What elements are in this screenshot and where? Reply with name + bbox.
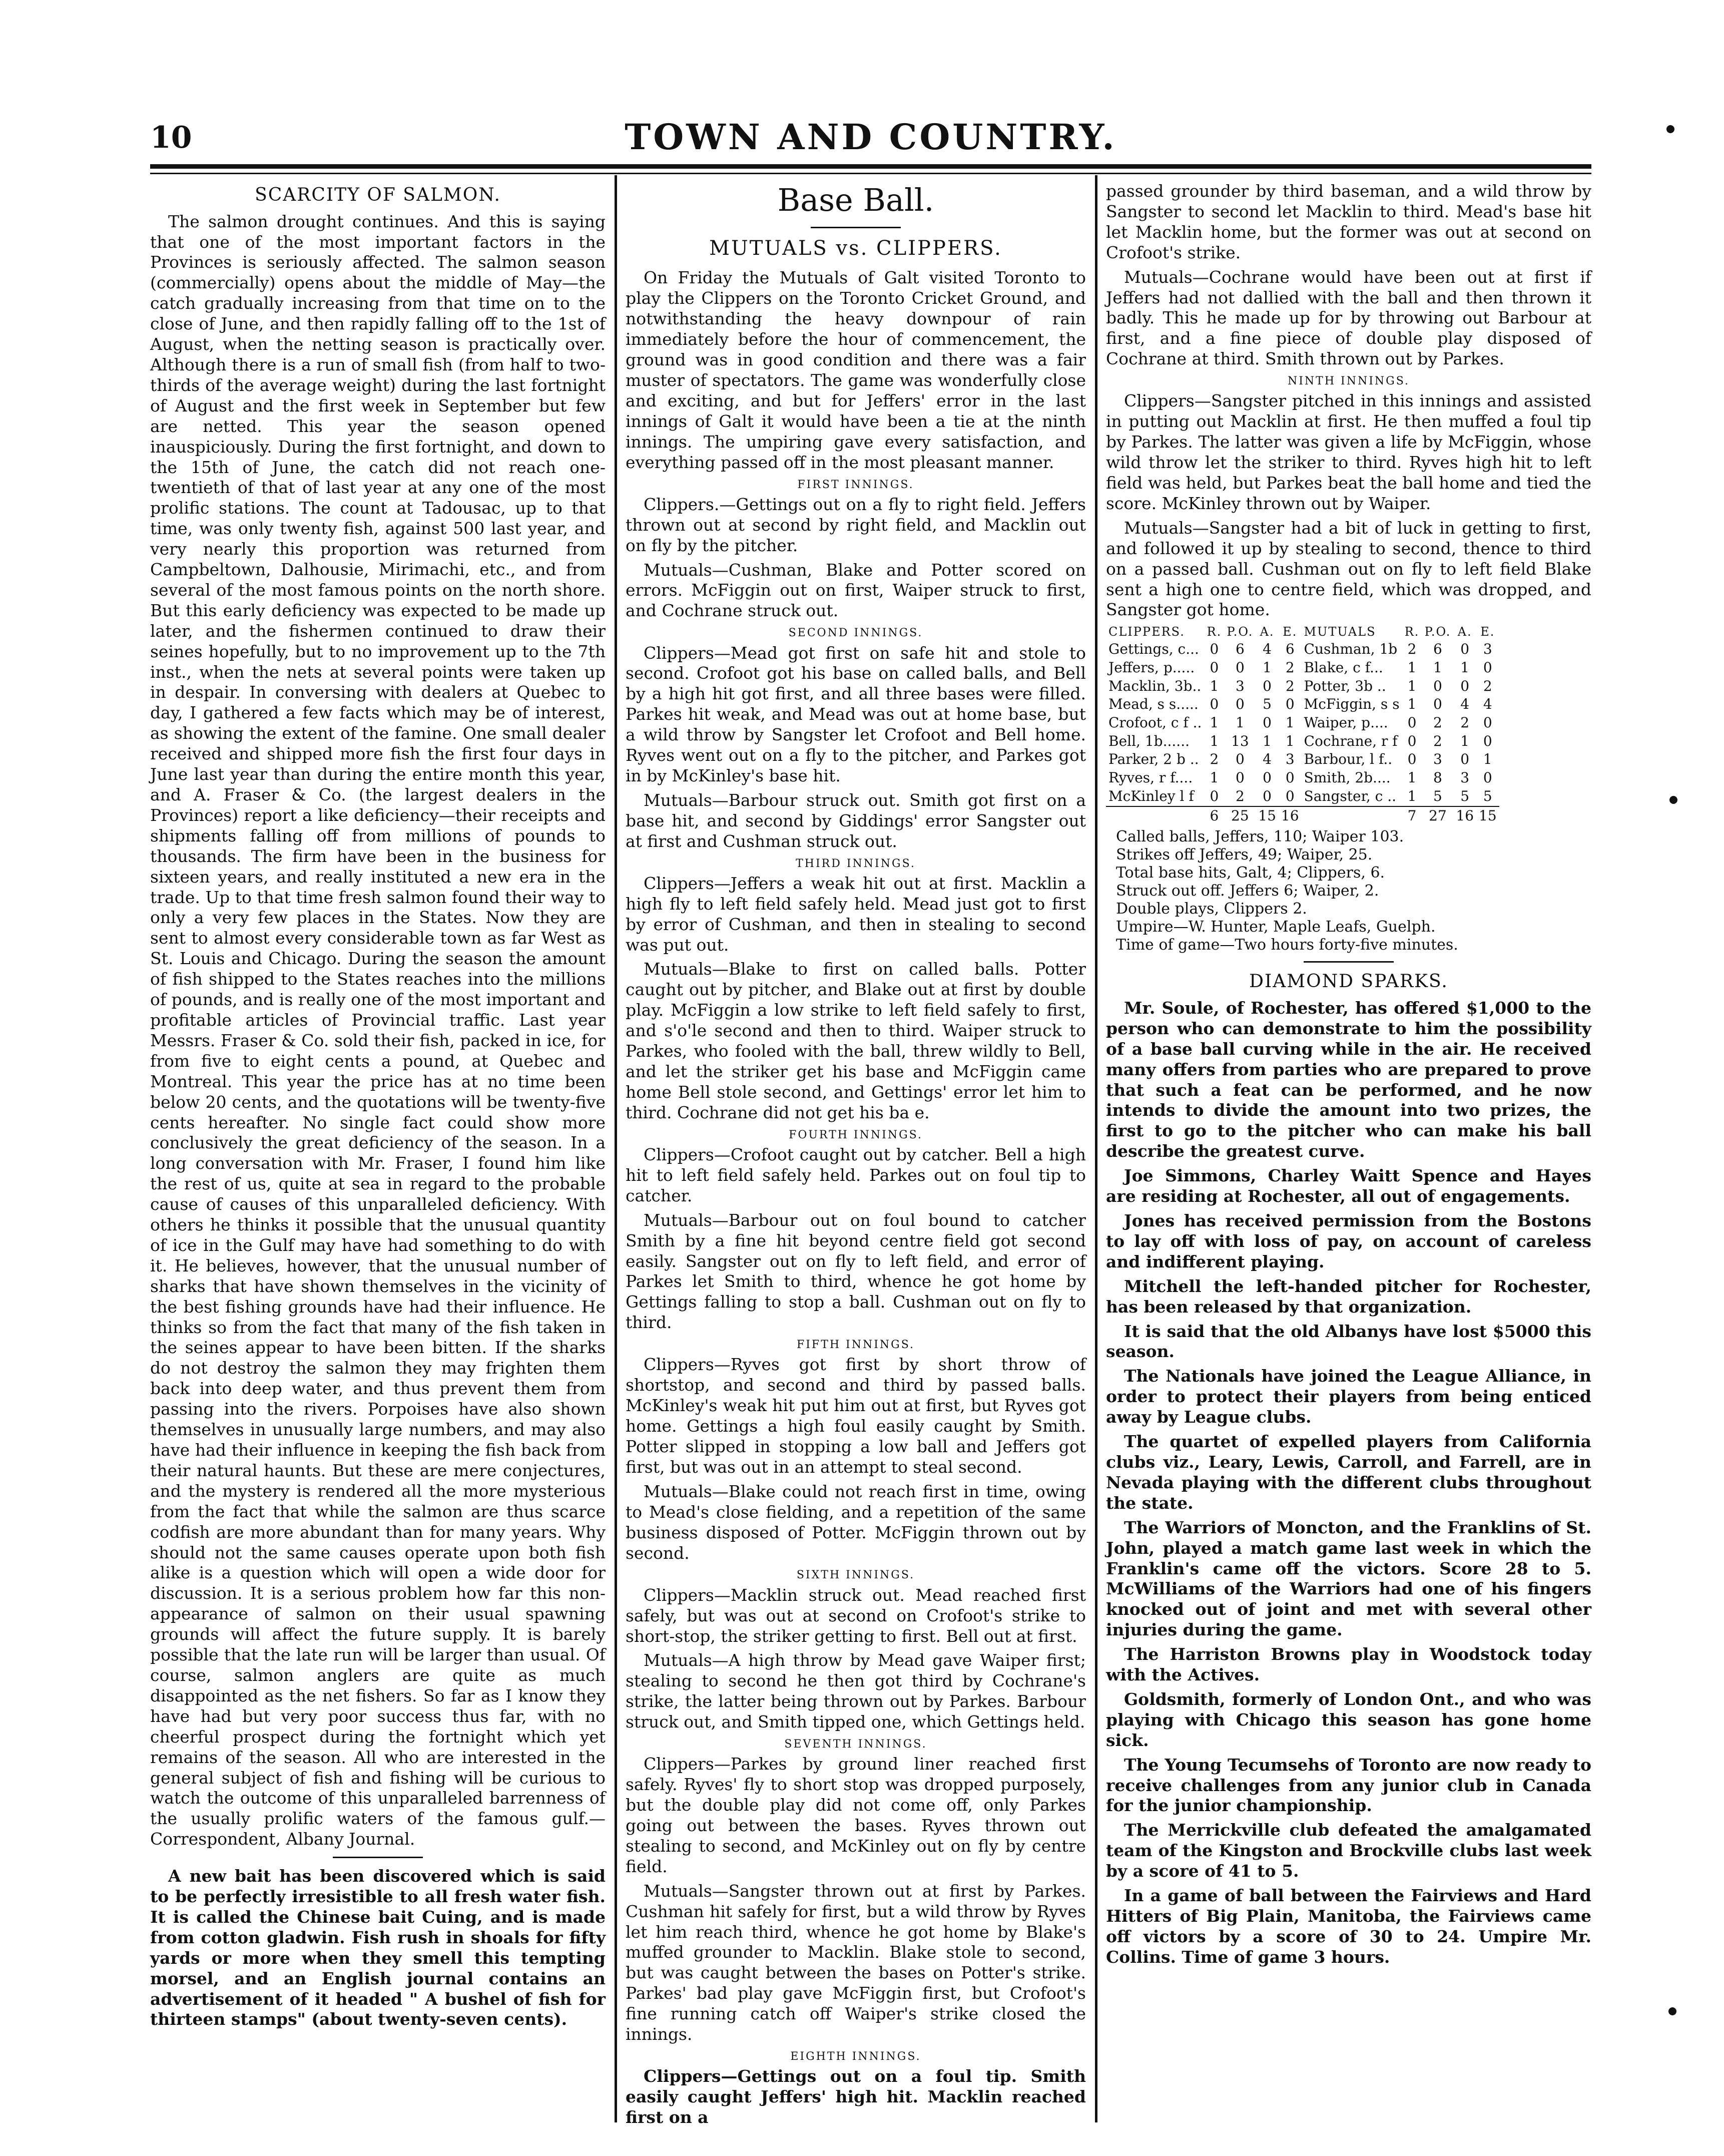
section-title-baseball: Base Ball. (777, 182, 934, 218)
innings-label: FIRST INNINGS. (797, 478, 914, 491)
stat-value: 0 (1483, 714, 1492, 731)
innings-paragraph: Mutuals—A high throw by Mead gave Waiper first; stealing to second he then got third by Cochrane's strike, the latter being thrown out by Parkes. Barbour struck out, and Smith tipped one, which Gettings held. (626, 1650, 1086, 1732)
stat-value: 1 (1263, 732, 1272, 749)
stat-value: 0 (1285, 787, 1295, 804)
innings-paragraph: Clippers—Crofoot caught out by catcher. Bell a high hit to left field safely held. Parkes out on foul tip to catcher. (626, 1144, 1086, 1205)
player-name: Sangster, c .. (1304, 787, 1397, 804)
player-name: Jeffers, p..... (1108, 659, 1195, 676)
stat-value: 0 (1460, 677, 1470, 694)
diamond-sparks-list (1106, 998, 1591, 1968)
article-heading-salmon: SCARCITY OF SALMON. (255, 185, 501, 205)
spark-item: Joe Simmons, Charley Waitt Spence and Hayes are residing at Rochester, all out of engagements. (1106, 1166, 1591, 1206)
stat-value: 6 (1235, 641, 1245, 658)
player-name: McKinley l f (1108, 787, 1194, 804)
player-name: Smith, 2b.... (1304, 769, 1391, 786)
column-baseball (626, 181, 1086, 2127)
col-runs: R. (1404, 625, 1420, 639)
summary-line: Double plays, Clippers 2. (1116, 900, 1307, 918)
bait-article-body: A new bait has been discovered which is said to be perfectly irresistible to all fresh water fish. It is called the Chinese bait Cuing, and is made from cotton gladwin. Fish rush in shoals for fifty yards or more when they smell this tempting morsel, and an English journal contains an advertisement of it headed " A bushel of fish for thirteen stamps" (about twenty-seven cents). (150, 1866, 606, 2029)
stat-value: 2 (1433, 714, 1442, 731)
innings-paragraph: Clippers—Sangster pitched in this innings and assisted in putting out Macklin at first. He then muffed a foul tip by Parkes. The latter was given a life by McFiggin, whose wild throw let the striker to third. Ryves high hit to left field was held, but Parkes beat the ball home and tied the score. McKinley thrown out by Waiper. (1106, 391, 1591, 513)
masthead-title: TOWN AND COUNTRY. (625, 116, 1117, 158)
article-separator (1304, 961, 1394, 963)
box-score-row (1106, 732, 1499, 751)
total-value: 15 (1256, 806, 1279, 825)
stat-value: 4 (1263, 641, 1272, 658)
stat-value: 4 (1263, 751, 1272, 768)
box-score-row (1106, 659, 1499, 677)
innings-paragraph: Clippers—Jeffers a weak hit out at first. Macklin a high fly to left field safely held. Mead just got to first by error of Cushman, and then in stealing to second was put out. (626, 873, 1086, 955)
stat-value: 2 (1235, 787, 1245, 804)
stat-value: 0 (1235, 659, 1245, 676)
stat-value: 4 (1483, 696, 1492, 713)
clippers-label: CLIPPERS. (1108, 625, 1185, 639)
innings-label: SIXTH INNINGS. (796, 1569, 915, 1582)
article-separator (333, 1857, 423, 1858)
box-score-header-row (1106, 624, 1499, 640)
stat-value: 1 (1460, 732, 1470, 749)
box-score-table (1106, 624, 1499, 825)
stat-value: 3 (1235, 677, 1245, 694)
innings-paragraph: Clippers—Macklin struck out. Mead reached first safely, but was out at second on Crofoot's strike to short-stop, the striker getting to first. Bell out at first. (626, 1585, 1086, 1646)
box-score-totals-row (1106, 806, 1499, 825)
stat-value: 0 (1285, 769, 1295, 786)
stat-value: 5 (1433, 787, 1442, 804)
stat-value: 1 (1285, 732, 1295, 749)
stat-value: 0 (1235, 696, 1245, 713)
stat-value: 6 (1285, 641, 1295, 658)
innings-list (626, 478, 1086, 2128)
stat-value: 1 (1483, 751, 1492, 768)
masthead-thick-rule (150, 164, 1591, 169)
innings-paragraph: Mutuals—Barbour out on foul bound to catcher Smith by a fine hit beyond centre field got second easily. Sangster out on fly to left field, and error of Parkes let Smith to third, whence he got home by Gettings falling to stop a ball. Cushman out on fly to third. (626, 1210, 1086, 1333)
box-score-row (1106, 750, 1499, 769)
total-value: 27 (1422, 806, 1454, 825)
col-putouts: P.O. (1227, 625, 1254, 639)
player-name: Gettings, c... (1108, 641, 1199, 658)
stat-value: 1 (1210, 769, 1219, 786)
game-heading: MUTUALS vs. CLIPPERS. (709, 236, 1002, 260)
stat-value: 1 (1407, 696, 1417, 713)
article-heading-diamond-sparks: DIAMOND SPARKS. (1249, 971, 1448, 992)
stat-value: 2 (1210, 751, 1219, 768)
innings-paragraph: Mutuals—Blake could not reach first in time, owing to Mead's close fielding, and a repetition of the same business disposed of Potter. McFiggin thrown out by second. (626, 1481, 1086, 1563)
stat-value: 0 (1263, 787, 1272, 804)
box-score-summary (1106, 828, 1591, 954)
summary-line: Called balls, Jeffers, 110; Waiper 103. (1116, 828, 1404, 846)
continued-paragraph: passed grounder by third baseman, and a wild throw by Sangster to second let Macklin to third. Mead's base hit let Macklin home, but the former was out at second on Crofoot's strike. (1106, 181, 1591, 262)
stat-value: 0 (1407, 751, 1417, 768)
column-divider-right (1095, 175, 1097, 2122)
innings-label: SEVENTH INNINGS. (784, 1738, 927, 1751)
innings-paragraph: Clippers—Mead got first on safe hit and stole to second. Crofoot got his base on called balls, and Bell by a high hit got first, and all three bases were filled. Parkes hit weak, and Mead was out at home base, but a wild throw by Sangster let Crofoot and Bell home. Ryves went out on a fly to the pitcher, and Parkes got in by McKinley's base hit. (626, 643, 1086, 785)
innings-label: FOURTH INNINGS. (789, 1128, 923, 1141)
player-name: Blake, c f... (1304, 659, 1383, 676)
box-score-row (1106, 677, 1499, 696)
box-score-row (1106, 787, 1499, 806)
stat-value: 0 (1285, 696, 1295, 713)
stat-value: 0 (1483, 732, 1492, 749)
stat-value: 0 (1235, 769, 1245, 786)
stat-value: 2 (1407, 641, 1417, 658)
stat-value: 0 (1210, 787, 1219, 804)
stat-value: 2 (1483, 677, 1492, 694)
stat-value: 1 (1210, 677, 1219, 694)
stat-value: 0 (1483, 769, 1492, 786)
innings-label: THIRD INNINGS. (796, 857, 916, 870)
col-assists: A. (1457, 625, 1472, 639)
stat-value: 1 (1210, 714, 1219, 731)
stat-value: 2 (1285, 659, 1295, 676)
totals-spacer (1302, 806, 1402, 825)
total-value: 16 (1279, 806, 1302, 825)
innings-label: SECOND INNINGS. (788, 627, 923, 640)
stat-value: 0 (1460, 751, 1470, 768)
innings-paragraph: Mutuals—Cushman, Blake and Potter scored on errors. McFiggin out on first, Waiper struck to first, and Cochrane struck out. (626, 560, 1086, 621)
spark-item: Goldsmith, formerly of London Ont., and who was playing with Chicago this season has gone home sick. (1106, 1689, 1591, 1750)
col-assists: A. (1260, 625, 1275, 639)
innings-paragraph: Mutuals—Sangster thrown out at first by Parkes. Cushman hit safely for first, but a wild throw by Ryves let him reach third, whence he got home by Blake's muffed grounder to Macklin. Blake stole to second, but was caught between the bases on Potter's strike. Parkes' bad play gave McFiggin first, but Crofoot's fine running catch off Waiper's strike closed the innings. (626, 1881, 1086, 2044)
summary-line: Struck out off. Jeffers 6; Waiper, 2. (1116, 882, 1379, 900)
summary-line: Time of game—Two hours forty-five minutes. (1116, 936, 1458, 954)
margin-dot (1666, 125, 1674, 133)
page-number: 10 (150, 120, 192, 155)
col-errors: E. (1480, 625, 1495, 639)
stat-value: 0 (1210, 696, 1219, 713)
total-value: 25 (1224, 806, 1256, 825)
column-salmon (150, 181, 606, 2113)
player-name: Macklin, 3b.. (1108, 677, 1202, 694)
stat-value: 0 (1433, 677, 1442, 694)
stat-value: 1 (1407, 659, 1417, 676)
innings-paragraph: Clippers.—Gettings out on a fly to right field. Jeffers thrown out at second by right field, and Macklin out on fly by the pitcher. (626, 494, 1086, 555)
innings-paragraph: Mutuals—Blake to first on called balls. Potter caught out by pitcher, and Blake out at first by double play. McFiggin a low strike to left field safely to first, and s'o'le second and then to third. Waiper struck to Parkes, who fooled with the ball, threw wildly to Bell, and let the striker get his base and McFiggin came home Bell stole second, and Gettings' error let him to third. Cochrane did not get his ba e. (626, 959, 1086, 1122)
innings-paragraph: Mutuals—Barbour struck out. Smith got first on a base hit, and second by Giddings' error Sangster out at first and Cushman struck out. (626, 790, 1086, 851)
player-name: Ryves, r f.... (1108, 769, 1193, 786)
spark-item: Mitchell the left-handed pitcher for Rochester, has been released by that organization. (1106, 1276, 1591, 1317)
totals-spacer (1106, 806, 1204, 825)
total-value: 6 (1204, 806, 1224, 825)
stat-value: 1 (1263, 659, 1272, 676)
innings-label: FIFTH INNINGS. (796, 1339, 915, 1352)
stat-value: 2 (1433, 732, 1442, 749)
stat-value: 1 (1407, 769, 1417, 786)
innings-label: NINTH INNINGS. (1287, 375, 1410, 388)
stat-value: 3 (1285, 751, 1295, 768)
stat-value: 0 (1263, 677, 1272, 694)
innings-paragraph: Mutuals—Sangster had a bit of luck in getting to first, and followed it up by stealing to second, thence to third on a passed ball. Cushman out on fly to left field Blake sent a high one to centre field, which was dropped, and Sangster got home. (1106, 518, 1591, 620)
stat-value: 5 (1483, 787, 1492, 804)
total-value: 7 (1402, 806, 1422, 825)
innings-paragraph: Clippers—Parkes by ground liner reached first safely. Ryves' fly to short stop was dropped purposely, but the double play did not come off, only Parkes going out between the bases. Ryves thrown out stealing to second, and McKinley out on fly by centre field. (626, 1754, 1086, 1876)
mutuals-label: MUTUALS (1304, 625, 1376, 639)
stat-value: 1 (1407, 677, 1417, 694)
box-score-row (1106, 640, 1499, 659)
stat-value: 0 (1210, 659, 1219, 676)
innings-label: EIGHTH INNINGS. (790, 2050, 921, 2063)
stat-value: 1 (1210, 732, 1219, 749)
stat-value: 5 (1263, 696, 1272, 713)
stat-value: 8 (1433, 769, 1442, 786)
player-name: Bell, 1b...... (1108, 732, 1190, 749)
spark-item: The Warriors of Moncton, and the Franklins of St. John, played a match game last week in which the Franklin's came off the victors. Score 28 to 5. McWilliams of the Warriors had one of his fingers knocked out of joint and met with several other injuries during the game. (1106, 1517, 1591, 1640)
game-intro: On Friday the Mutuals of Galt visited Toronto to play the Clippers on the Toronto Cricket Ground, and notwithstanding the heavy downpour of rain immediately before the hour of commencement, the ground was in good condition and there was a fair muster of spectators. The game was wonderfully close and exciting, and but for Jeffers' error in the last innings of Galt it would have been a tie at the ninth innings. The umpiring gave every satisfaction, and everything passed off in the most pleasant manner. (626, 268, 1086, 472)
stat-value: 5 (1460, 787, 1470, 804)
stat-value: 0 (1235, 751, 1245, 768)
player-name: Cushman, 1b (1304, 641, 1398, 658)
margin-dot (1669, 796, 1677, 804)
stat-value: 3 (1483, 641, 1492, 658)
mutuals-eighth-paragraph: Mutuals—Cochrane would have been out at first if Jeffers had not dallied with the ball and then thrown it badly. This he made up for by throwing out Barbour at first, and a fine piece of double play disposed of Cochrane at third. Smith thrown out by Parkes. (1106, 267, 1591, 369)
player-name: Potter, 3b .. (1304, 677, 1386, 694)
spark-item: The Merrickville club defeated the amalgamated team of the Kingston and Brockville clubs last week by a score of 41 to 5. (1106, 1820, 1591, 1881)
player-name: McFiggin, s s (1304, 696, 1400, 713)
spark-item: The quartet of expelled players from California clubs viz., Leary, Lewis, Carroll, and Farrell, are in Nevada playing with the different clubs throughout the state. (1106, 1432, 1591, 1513)
stat-value: 1 (1407, 787, 1417, 804)
spark-item: Mr. Soule, of Rochester, has offered $1,000 to the person who can demonstrate to him the possibility of a base ball curving while in the air. He received many offers from parties who are prepared to prove that such a feat can be performed, and he now intends to divide the amount into two prizes, the first to go to the pitcher who can make his ball describe the greatest curve. (1106, 998, 1591, 1161)
spark-item: The Nationals have joined the League Alliance, in order to protect their players from being enticed away by League clubs. (1106, 1366, 1591, 1427)
stat-value: 3 (1460, 769, 1470, 786)
column-boxscore-sparks (1106, 181, 1591, 2113)
stat-value: 0 (1460, 641, 1470, 658)
stat-value: 1 (1460, 659, 1470, 676)
stat-value: 0 (1263, 769, 1272, 786)
stat-value: 0 (1407, 732, 1417, 749)
summary-line: Strikes off Jeffers, 49; Waiper, 25. (1116, 846, 1373, 864)
spark-item: The Young Tecumsehs of Toronto are now ready to receive challenges from any junior club in Canada for the junior championship. (1106, 1755, 1591, 1816)
stat-value: 1 (1235, 714, 1245, 731)
player-name: Mead, s s..... (1108, 696, 1199, 713)
stat-value: 0 (1483, 659, 1492, 676)
summary-line: Total base hits, Galt, 4; Clippers, 6. (1116, 864, 1385, 882)
player-name: Cochrane, r f (1304, 732, 1398, 749)
title-separator (811, 227, 901, 228)
stat-value: 1 (1433, 659, 1442, 676)
player-name: Crofoot, c f .. (1108, 714, 1202, 731)
spark-item: Jones has received permission from the Bostons to lay off with loss of pay, on account of careless and indifferent playing. (1106, 1211, 1591, 1271)
box-score-row (1106, 769, 1499, 787)
stat-value: 3 (1433, 751, 1442, 768)
stat-value: 0 (1407, 714, 1417, 731)
stat-value: 0 (1433, 696, 1442, 713)
box-score-row (1106, 714, 1499, 732)
stat-value: 6 (1433, 641, 1442, 658)
spark-item: The Harriston Browns play in Woodstock today with the Actives. (1106, 1644, 1591, 1685)
stat-value: 0 (1210, 641, 1219, 658)
masthead-thin-rule (150, 173, 1591, 174)
stat-value: 2 (1285, 677, 1295, 694)
total-value: 16 (1453, 806, 1476, 825)
innings-paragraph: Clippers—Ryves got first by short throw of shortstop, and second and third by passed balls. McKinley's weak hit put him out at first, but Ryves got home. Gettings a high foul easily caught by Smith. Potter slipped in stopping a low ball and Jeffers got first, but was out in an attempt to steal second. (626, 1355, 1086, 1477)
total-value: 15 (1476, 806, 1499, 825)
column-divider-left (615, 175, 617, 2122)
stat-value: 0 (1263, 714, 1272, 731)
col-errors: E. (1283, 625, 1298, 639)
summary-line: Umpire—W. Hunter, Maple Leafs, Guelph. (1116, 918, 1436, 936)
player-name: Barbour, l f.. (1304, 751, 1393, 768)
salmon-article-body: The salmon drought continues. And this is saying that one of the most important factors in the Provinces is seriously affected. The salmon season (commercially) opens about the middle of May—the catch gradually increasing from that time on to the close of June, and then rapidly falling off to the 1st of August, when the netting season is practically over. Although there is a run of small fish (from half to two-thirds of the average weight) during the last fortnight of August and the first week in September but few are netted. This year the season opened inauspiciously. During the first fortnight, and down to the 15th of June, the catch did not reach one-twentieth of that of last year at any one of the most prolific stations. The count at Tadousac, up to that time, was only twenty fish, against 500 last year, and very nearly this proportion was returned from Campbeltown, Dalhousie, Mirimachi, etc., and from several of the most famous points on the north shore. But this early deficiency was expected to be made up later, and the fishermen continued to draw their seines hopefully, but to no improvement up to the 7th inst., when the nets at several points were taken up in despair. In conversing with dealers at Quebec to day, I gathered a few facts which may be of interest, as showing the extent of the famine. One small dealer received and shipped more fish the first four days in June last year than during the entire month this year, and A. Fraser & Co. (the largest dealers in the Provinces) report a like deficiency—their receipts and shipments falling off from millions of pounds to thousands. The firm have been in the business for sixteen years, and really instituted a new era in the trade. Up to that time fresh salmon found their way to only a very few places in the States. Now they are sent to almost every considerable town as far West as St. Louis and Chicago. During the season the amount of fish shipped to the States reaches into the millions of pounds, and is really one of the most important and profitable articles of Provincial traffic. Last year Messrs. Fraser & Co. sold their fish, packed in ice, for from five to eight cents a pound, at Quebec and Montreal. This year the price has at no time been below 20 cents, and the quotations will be twenty-five cents hereafter. No single fact could show more conclusively the great deficiency of the season. In a long conversation with Mr. Fraser, I found him like the rest of us, quite at sea in regard to the probable cause of causes of this unparalleled deficiency. With others he thinks it possible that the unusual quantity of ice in the Gulf may have had something to do with it. He believes, however, that the unusual number of sharks that have shown themselves in the vicinity of the best fishing grounds have had their influence. He thinks so from the fact that many of the fish taken in the seines appear to have been bitten. If the sharks do not destroy the salmon they may frighten them back into deep water, and thus prevent them from passing into the rivers. Porpoises have also shown themselves in unusually large numbers, and may also have had their influence in keeping the fish back from their natural haunts. But these are mere conjectures, and the mystery is rendered all the more mysterious from the fact that while the salmon are thus scarce codfish are more abundant than for many years. Why should not the same causes operate upon both fish alike is a question which will open a wide door for discussion. It is a serious problem how far this non-appearance of salmon on their usual spawning grounds will affect the future supply. It is barely possible that the late run will be larger than usual. Of course, salmon anglers are quite as much disappointed as the net fishers. So far as I know they have had but very poor success thus far, with no cheerful prospect during the fortnight which yet remains of the season. All who are interested in the general subject of fish and fishing will be curious to watch the outcome of this unparalleled barrenness of the usually prolific waters of the famous gulf.—Correspondent, Albany Journal. (150, 211, 606, 1849)
spark-item: It is said that the old Albanys have lost $5000 this season. (1106, 1321, 1591, 1362)
innings-paragraph: Clippers—Gettings out on a foul tip. Smith easily caught Jeffers' high hit. Macklin reached first on a (626, 2066, 1086, 2127)
stat-value: 13 (1231, 732, 1249, 749)
spark-item: In a game of ball between the Fairviews and Hard Hitters of Big Plain, Manitoba, the Fairviews came off victors by a score of 30 to 24. Umpire Mr. Collins. Time of game 3 hours. (1106, 1886, 1591, 1967)
col-putouts: P.O. (1424, 625, 1451, 639)
player-name: Parker, 2 b .. (1108, 751, 1199, 768)
stat-value: 4 (1460, 696, 1470, 713)
stat-value: 2 (1460, 714, 1470, 731)
box-score-row (1106, 695, 1499, 714)
col-runs: R. (1207, 625, 1222, 639)
stat-value: 1 (1285, 714, 1295, 731)
margin-dot (1668, 2007, 1676, 2015)
player-name: Waiper, p.... (1304, 714, 1388, 731)
